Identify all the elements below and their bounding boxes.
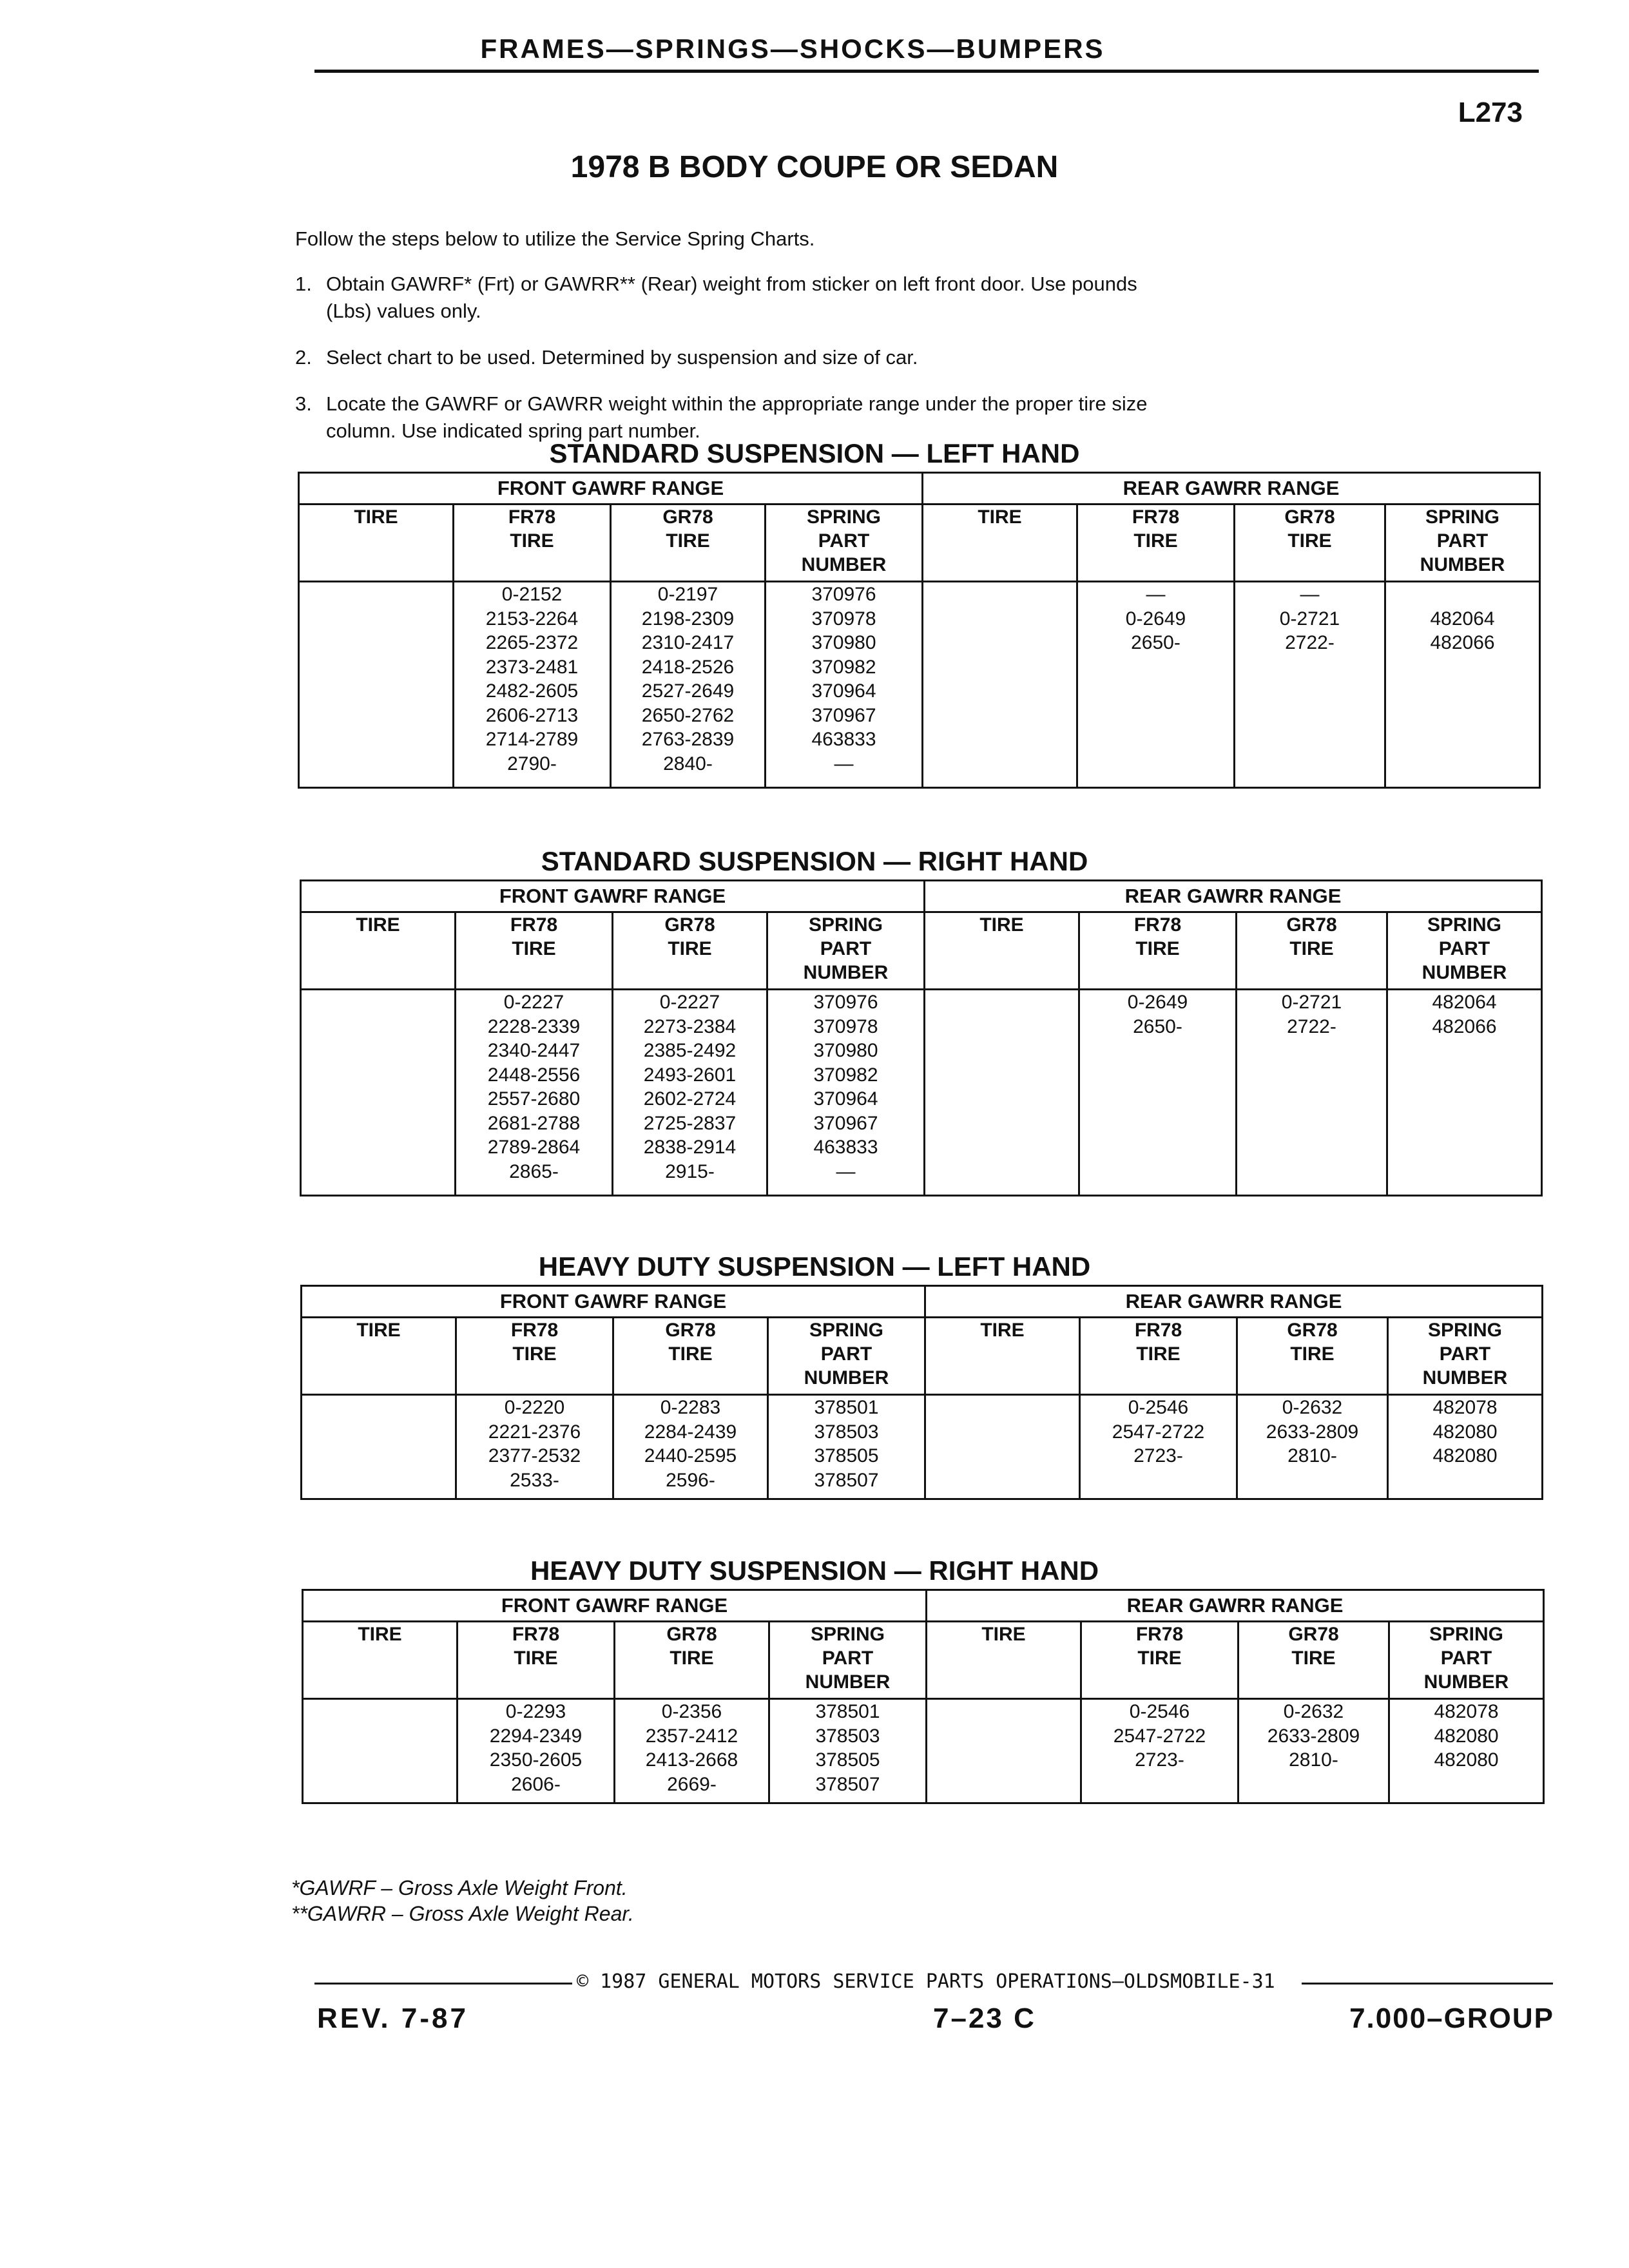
chart-cell-value: 0-2293 <box>505 1701 566 1722</box>
column-label-line: PART <box>818 530 870 552</box>
chart-title: HEAVY DUTY SUSPENSION — LEFT HAND <box>538 1251 1091 1282</box>
fr78-tire-column-header <box>456 912 613 990</box>
chart-cell-value: 370964 <box>813 1088 878 1110</box>
chart-cell-value: — <box>1146 584 1166 605</box>
spring-chart-table <box>302 1589 1545 1804</box>
instructions-intro: Follow the steps below to utilize the Service Spring Charts. <box>295 227 815 250</box>
column-label-line: TIRE <box>981 1624 1026 1645</box>
chart-cell-value: 2294-2349 <box>489 1725 583 1747</box>
chart-cell-value: 2413-2668 <box>645 1749 738 1771</box>
spring-part-number-header <box>1389 1622 1544 1699</box>
chart-cell-value: 2681-2788 <box>487 1112 581 1134</box>
chart-cell-value: 2350-2605 <box>489 1749 583 1771</box>
column-label-line: SPRING <box>810 1624 885 1645</box>
column-label-line: GR78 <box>665 1320 716 1341</box>
column-label-line: GR78 <box>664 914 715 936</box>
chart-cell-value: 370980 <box>811 632 876 653</box>
column-label-line: PART <box>1439 1343 1491 1365</box>
column-label-line: TIRE <box>1291 1648 1336 1669</box>
footnote-gawrf: *GAWRF – Gross Axle Weight Front. <box>291 1876 628 1899</box>
front-part-column <box>767 990 925 1196</box>
column-label-line: SPRING <box>1427 914 1502 936</box>
rear-fr78-column <box>1080 1395 1237 1499</box>
column-label-line: TIRE <box>666 530 710 552</box>
chart-cell-value: 2722- <box>1285 632 1335 653</box>
chart-cell-value: 2527-2649 <box>641 680 735 702</box>
column-label-line: FR78 <box>1132 506 1180 528</box>
chart-cell-value: 482066 <box>1432 1015 1497 1037</box>
chart-cell-value: 2606-2713 <box>485 704 579 726</box>
rear-gr78-column <box>1237 1395 1388 1499</box>
column-label-line: NUMBER <box>804 1367 889 1389</box>
rear-gawrr-header: REAR GAWRR RANGE <box>925 1286 1543 1318</box>
spring-part-number-header <box>767 912 925 990</box>
column-label-line: GR78 <box>1288 1624 1339 1645</box>
chart-cell-value: — <box>836 1160 856 1182</box>
chart-cell-value: 2723- <box>1133 1445 1183 1466</box>
chart-cell-value: 2221-2376 <box>488 1421 581 1443</box>
chart-cell-value: 2340-2447 <box>487 1040 581 1061</box>
chart-cell-value: 0-2546 <box>1129 1701 1190 1722</box>
gr78-tire-column-header <box>1237 1318 1388 1395</box>
gr78-tire-column-header <box>1239 1622 1389 1699</box>
column-label-line: GR78 <box>662 506 713 528</box>
rear-tire-cell <box>925 990 1079 1196</box>
chart-cell-value: 2373-2481 <box>485 656 579 678</box>
chart-cell-value: 482064 <box>1430 608 1495 629</box>
chart-cell-value: — <box>834 753 854 774</box>
column-label-line: SPRING <box>1425 506 1500 528</box>
chart-cell-value: 482080 <box>1434 1725 1499 1747</box>
column-label-line: PART <box>820 1343 872 1365</box>
chart-cell-value: 0-2721 <box>1279 608 1340 629</box>
chart-cell-value: 0-2227 <box>659 992 720 1013</box>
chart-cell-value: 0-2649 <box>1127 992 1188 1013</box>
chart-cell-value: 0-2546 <box>1128 1397 1189 1418</box>
chart-cell-value: 2840- <box>663 753 713 774</box>
column-label-line: SPRING <box>809 1320 884 1341</box>
running-head: FRAMES—SPRINGS—SHOCKS—BUMPERS <box>480 34 1105 64</box>
column-label-line: FR78 <box>512 1624 560 1645</box>
fr78-tire-column-header <box>1080 1318 1237 1395</box>
chart-cell-value: 482066 <box>1430 632 1495 653</box>
column-label-line: TIRE <box>510 530 554 552</box>
column-label-line: TIRE <box>1135 938 1180 959</box>
column-label-line: GR78 <box>1287 1320 1338 1341</box>
chart-cell-value: 378501 <box>814 1397 879 1418</box>
column-label-line: PART <box>820 938 872 959</box>
chart-cell-value: 2557-2680 <box>487 1088 581 1110</box>
column-label-line: TIRE <box>1289 938 1334 959</box>
rear-fr78-column <box>1077 582 1235 788</box>
column-label-line: FR78 <box>1133 914 1182 936</box>
tire-column-header <box>923 505 1077 582</box>
column-label-line: GR78 <box>1286 914 1337 936</box>
footer-rule-left <box>314 1983 572 1984</box>
chart-cell-value: 0-2632 <box>1283 1701 1344 1722</box>
column-label-line: TIRE <box>1133 530 1178 552</box>
column-label-line: FR78 <box>510 1320 559 1341</box>
column-label-line: PART <box>1440 1648 1492 1669</box>
column-label-line: SPRING <box>808 914 883 936</box>
gr78-tire-column-header <box>1235 505 1385 582</box>
column-label-line: NUMBER <box>1422 962 1507 983</box>
tire-column-header <box>925 912 1079 990</box>
chart-cell-value: 2865- <box>509 1160 559 1182</box>
front-gr78-column <box>615 1699 769 1803</box>
column-label-line: TIRE <box>354 506 398 528</box>
chart-cell-value: 482080 <box>1432 1421 1498 1443</box>
chart-cell-value: 2596- <box>666 1469 715 1491</box>
front-gr78-column <box>613 990 767 1196</box>
column-label-line: NUMBER <box>801 554 887 575</box>
chart-cell-value: 2725-2837 <box>643 1112 737 1134</box>
chart-cell-value: 463833 <box>813 1137 878 1158</box>
chart-cell-value: 2650- <box>1133 1015 1182 1037</box>
page-code: L273 <box>1458 97 1523 128</box>
rear-fr78-column <box>1079 990 1237 1196</box>
fr78-tire-column-header <box>454 505 611 582</box>
rear-tire-cell <box>925 1395 1080 1499</box>
tire-column-header <box>301 912 456 990</box>
chart-cell-value: 0-2227 <box>503 992 564 1013</box>
column-label-line: TIRE <box>1136 1343 1181 1365</box>
chart-cell-value: 370976 <box>813 992 878 1013</box>
front-gawrf-header: FRONT GAWRF RANGE <box>299 473 923 505</box>
rear-tire-cell <box>927 1699 1081 1803</box>
chart-cell-value: 463833 <box>811 729 876 750</box>
instruction-step <box>295 344 1165 371</box>
spring-part-number-header <box>1388 1318 1543 1395</box>
fr78-tire-column-header <box>1079 912 1237 990</box>
chart-cell-value: 2533- <box>510 1469 559 1491</box>
page-number: 7–23 C <box>933 2003 1036 2034</box>
front-tire-cell <box>303 1699 458 1803</box>
chart-cell-value: 378505 <box>815 1749 880 1771</box>
fr78-tire-column-header <box>1077 505 1235 582</box>
chart-cell-value: 2448-2556 <box>487 1064 581 1086</box>
chart-cell-value: 2198-2309 <box>641 608 735 629</box>
front-gawrf-header: FRONT GAWRF RANGE <box>301 881 925 912</box>
chart-cell-value: 0-2356 <box>661 1701 722 1722</box>
rear-fr78-column <box>1081 1699 1239 1803</box>
chart-cell-value: 2310-2417 <box>641 632 735 653</box>
step-text: Locate the GAWRF or GAWRR weight within the appropriate range under the proper tire size column. Use indicated spring part number. <box>326 392 1148 442</box>
chart-cell-value: 378507 <box>814 1469 879 1491</box>
tire-column-header <box>925 1318 1080 1395</box>
column-label-line: TIRE <box>668 1343 713 1365</box>
chart-cell-value: 2633-2809 <box>1267 1725 1360 1747</box>
chart-cell-value: 2482-2605 <box>485 680 579 702</box>
chart-cell-value: 2602-2724 <box>643 1088 737 1110</box>
chart-cell-value: 0-2283 <box>660 1397 721 1418</box>
spring-part-number-header <box>766 505 923 582</box>
front-fr78-column <box>458 1699 615 1803</box>
column-label-line: PART <box>1436 530 1489 552</box>
column-label-line: TIRE <box>1290 1343 1335 1365</box>
column-label-line: TIRE <box>512 938 556 959</box>
front-fr78-column <box>456 1395 613 1499</box>
column-label-line: TIRE <box>514 1648 558 1669</box>
header-rule <box>314 70 1539 73</box>
step-number: 3. <box>295 392 312 415</box>
chart-cell-value: 2810- <box>1287 1445 1337 1466</box>
front-gawrf-header: FRONT GAWRF RANGE <box>303 1590 927 1622</box>
chart-title: HEAVY DUTY SUSPENSION — RIGHT HAND <box>530 1555 1099 1586</box>
chart-cell-value: 0-2197 <box>657 584 718 605</box>
chart-cell-value: 2265-2372 <box>485 632 579 653</box>
front-part-column <box>766 582 923 788</box>
chart-cell-value: 2606- <box>511 1773 561 1795</box>
tire-column-header <box>927 1622 1081 1699</box>
front-tire-cell <box>302 1395 456 1499</box>
column-label-line: FR78 <box>1134 1320 1182 1341</box>
chart-cell-value: 2284-2439 <box>644 1421 737 1443</box>
chart-cell-value: 2153-2264 <box>485 608 579 629</box>
tire-column-header <box>299 505 454 582</box>
revision-label: REV. 7-87 <box>317 2003 468 2034</box>
tire-column-header <box>302 1318 456 1395</box>
column-label-line: TIRE <box>356 1320 401 1341</box>
front-gr78-column <box>611 582 766 788</box>
instruction-step <box>295 390 1165 445</box>
column-label-line: TIRE <box>980 1320 1025 1341</box>
chart-cell-value: 2493-2601 <box>643 1064 737 1086</box>
chart-cell-value: 378501 <box>815 1701 880 1722</box>
rear-gawrr-header: REAR GAWRR RANGE <box>927 1590 1544 1622</box>
chart-cell-value: 370967 <box>813 1112 878 1134</box>
spring-chart-table <box>300 879 1543 1196</box>
chart-cell-value: 2810- <box>1289 1749 1338 1771</box>
fr78-tire-column-header <box>456 1318 613 1395</box>
rear-part-column <box>1387 990 1542 1196</box>
chart-cell-value: 378507 <box>815 1773 880 1795</box>
fr78-tire-column-header <box>1081 1622 1239 1699</box>
rear-gr78-column <box>1237 990 1387 1196</box>
front-tire-cell <box>299 582 454 788</box>
chart-cell-value: 370982 <box>813 1064 878 1086</box>
front-part-column <box>768 1395 925 1499</box>
front-fr78-column <box>456 990 613 1196</box>
chart-cell-value: 0-2632 <box>1282 1397 1343 1418</box>
chart-cell-value: 370964 <box>811 680 876 702</box>
rear-tire-cell <box>923 582 1077 788</box>
chart-cell-value: 378503 <box>814 1421 879 1443</box>
column-label-line: GR78 <box>1284 506 1335 528</box>
chart-cell-value: 2228-2339 <box>487 1015 581 1037</box>
rear-gr78-column <box>1239 1699 1389 1803</box>
gr78-tire-column-header <box>615 1622 769 1699</box>
chart-cell-value: 2357-2412 <box>645 1725 738 1747</box>
chart-cell-value: — <box>1300 584 1320 605</box>
column-label-line: SPRING <box>1429 1624 1504 1645</box>
chart-cell-value: 2418-2526 <box>641 656 735 678</box>
chart-cell-value: 0-2152 <box>501 584 563 605</box>
spring-part-number-header <box>1385 505 1540 582</box>
column-label-line: TIRE <box>1137 1648 1182 1669</box>
front-gr78-column <box>613 1395 768 1499</box>
chart-cell-value: 2633-2809 <box>1266 1421 1359 1443</box>
page-title: 1978 B BODY COUPE OR SEDAN <box>570 150 1059 184</box>
front-part-column <box>769 1699 927 1803</box>
gr78-tire-column-header <box>613 1318 768 1395</box>
chart-cell-value <box>1386 582 1539 607</box>
chart-cell-value: 2722- <box>1287 1015 1336 1037</box>
column-label-line: TIRE <box>668 938 712 959</box>
chart-cell-value: 482064 <box>1432 992 1497 1013</box>
chart-cell-value: 2669- <box>667 1773 717 1795</box>
column-label-line: NUMBER <box>1420 554 1505 575</box>
chart-cell-value: 2547-2722 <box>1113 1725 1206 1747</box>
fr78-tire-column-header <box>458 1622 615 1699</box>
chart-cell-value: 2547-2722 <box>1112 1421 1205 1443</box>
chart-cell-value: 482078 <box>1434 1701 1499 1722</box>
front-tire-cell <box>301 990 456 1196</box>
chart-cell-value: 370982 <box>811 656 876 678</box>
rear-part-column <box>1385 582 1540 788</box>
column-label-line: TIRE <box>670 1648 714 1669</box>
instruction-step <box>295 271 1165 325</box>
chart-cell-value: 2838-2914 <box>643 1137 737 1158</box>
gr78-tire-column-header <box>611 505 766 582</box>
rear-gawrr-header: REAR GAWRR RANGE <box>923 473 1540 505</box>
step-text: Obtain GAWRF* (Frt) or GAWRR** (Rear) weight from sticker on left front door. Use pounds (Lbs) values only. <box>326 273 1137 322</box>
tire-column-header <box>303 1622 458 1699</box>
chart-title: STANDARD SUSPENSION — RIGHT HAND <box>541 846 1088 876</box>
step-number: 1. <box>295 273 312 295</box>
column-label-line: PART <box>822 1648 874 1669</box>
instructions <box>295 226 1165 464</box>
chart-cell-value: 378503 <box>815 1725 880 1747</box>
column-label-line: NUMBER <box>1423 1671 1509 1693</box>
footer-rule-right <box>1302 1983 1553 1984</box>
rear-part-column <box>1388 1395 1543 1499</box>
group-label: 7.000–GROUP <box>1349 2003 1554 2034</box>
copyright-notice: © 1987 GENERAL MOTORS SERVICE PARTS OPERATIONS—OLDSMOBILE-31 <box>577 1970 1275 1993</box>
gr78-tire-column-header <box>1237 912 1387 990</box>
column-label-line: TIRE <box>512 1343 557 1365</box>
chart-cell-value: 0-2649 <box>1125 608 1186 629</box>
rear-part-column <box>1389 1699 1544 1803</box>
column-label-line: FR78 <box>1135 1624 1184 1645</box>
chart-cell-value: 482080 <box>1432 1445 1498 1466</box>
chart-cell-value: 2650-2762 <box>641 704 735 726</box>
chart-title: STANDARD SUSPENSION — LEFT HAND <box>549 438 1080 468</box>
chart-cell-value: 2385-2492 <box>643 1040 737 1061</box>
column-label-line: TIRE <box>356 914 400 936</box>
gr78-tire-column-header <box>613 912 767 990</box>
column-label-line: TIRE <box>1287 530 1332 552</box>
column-label-line: GR78 <box>666 1624 717 1645</box>
spring-chart-table <box>300 1285 1543 1500</box>
rear-gawrr-header: REAR GAWRR RANGE <box>925 881 1542 912</box>
column-label-line: NUMBER <box>1422 1367 1508 1389</box>
chart-cell-value: 0-2721 <box>1281 992 1342 1013</box>
footnote-gawrr: **GAWRR – Gross Axle Weight Rear. <box>291 1902 634 1925</box>
rear-gr78-column <box>1235 582 1385 788</box>
column-label-line: SPRING <box>1428 1320 1503 1341</box>
column-label-line: PART <box>1438 938 1490 959</box>
column-label-line: TIRE <box>978 506 1022 528</box>
front-gawrf-header: FRONT GAWRF RANGE <box>302 1286 925 1318</box>
column-label-line: SPRING <box>806 506 882 528</box>
chart-cell-value: 482078 <box>1432 1397 1498 1418</box>
chart-cell-value: 2714-2789 <box>485 729 579 750</box>
chart-cell-value: 2273-2384 <box>643 1015 737 1037</box>
chart-cell-value: 2789-2864 <box>487 1137 581 1158</box>
chart-cell-value: 2763-2839 <box>641 729 735 750</box>
chart-cell-value: 370980 <box>813 1040 878 1061</box>
spring-part-number-header <box>768 1318 925 1395</box>
chart-cell-value: 482080 <box>1434 1749 1499 1771</box>
spring-part-number-header <box>769 1622 927 1699</box>
chart-cell-value: 370978 <box>811 608 876 629</box>
chart-cell-value: 370978 <box>813 1015 878 1037</box>
chart-cell-value: 378505 <box>814 1445 879 1466</box>
chart-cell-value: 2650- <box>1131 632 1181 653</box>
instructions-steps <box>295 271 1165 445</box>
step-text: Select chart to be used. Determined by suspension and size of car. <box>326 346 918 369</box>
chart-cell-value: 2915- <box>665 1160 715 1182</box>
spring-part-number-header <box>1387 912 1542 990</box>
column-label-line: TIRE <box>979 914 1024 936</box>
chart-cell-value: 0-2220 <box>504 1397 565 1418</box>
chart-cell-value: 370967 <box>811 704 876 726</box>
column-label-line: TIRE <box>358 1624 402 1645</box>
column-label-line: FR78 <box>508 506 556 528</box>
front-fr78-column <box>454 582 611 788</box>
spring-chart-table <box>298 472 1541 789</box>
column-label-line: NUMBER <box>805 1671 891 1693</box>
chart-cell-value: 2790- <box>507 753 557 774</box>
column-label-line: FR78 <box>510 914 558 936</box>
chart-cell-value: 2377-2532 <box>488 1445 581 1466</box>
chart-cell-value: 370976 <box>811 584 876 605</box>
chart-cell-value: 2723- <box>1135 1749 1184 1771</box>
footnotes <box>291 1875 634 1927</box>
step-number: 2. <box>295 346 312 369</box>
chart-cell-value: 2440-2595 <box>644 1445 737 1466</box>
column-label-line: NUMBER <box>803 962 889 983</box>
